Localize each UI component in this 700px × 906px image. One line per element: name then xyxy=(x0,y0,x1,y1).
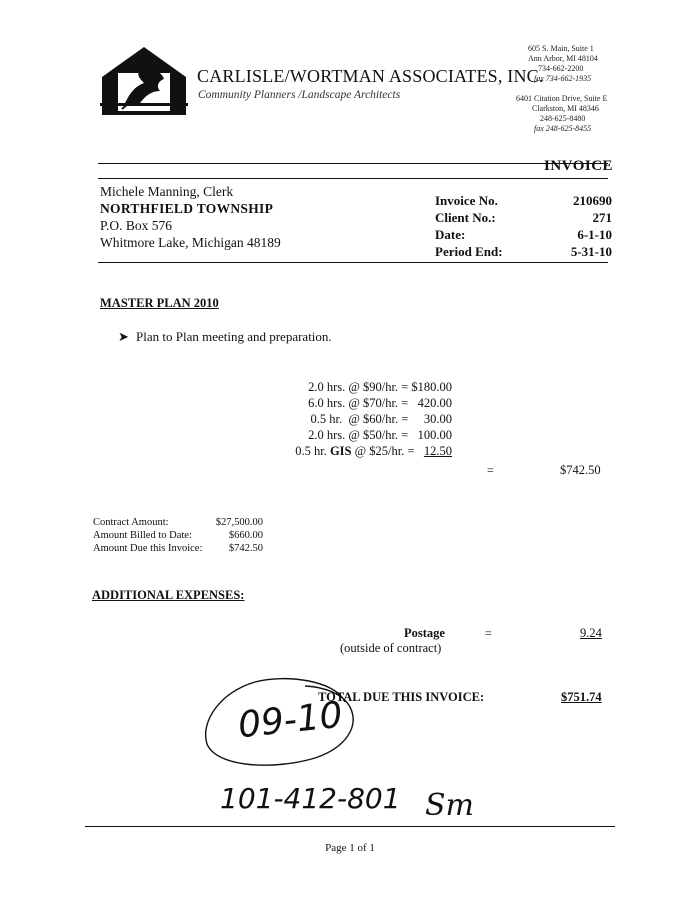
header-rule xyxy=(98,163,608,164)
calc-rate: @ $25/hr. = xyxy=(351,444,424,458)
invoice-number: 210690 xyxy=(573,193,612,208)
postage-label: Postage xyxy=(404,626,445,640)
total-due-label: TOTAL DUE THIS INVOICE: xyxy=(318,690,485,704)
office-address-ann-arbor xyxy=(528,44,598,84)
amount-due-label: Amount Due this Invoice: xyxy=(93,543,203,554)
address-line: 248-625-8480 xyxy=(540,114,586,123)
handwritten-account-number: 101-412-801 xyxy=(220,782,401,815)
address-line: fax 734-662-1935 xyxy=(534,74,592,83)
company-name: CARLISLE/WORTMAN ASSOCIATES, INC. xyxy=(197,66,544,86)
title-rule xyxy=(98,178,608,179)
calc-amount: 12.50 xyxy=(423,444,452,458)
hours-calculation xyxy=(262,379,452,459)
client-number-label: Client No.: xyxy=(435,210,496,225)
calc-line: 0.5 hr. @ $60/hr. = 30.00 xyxy=(310,412,452,426)
handwritten-initials: Sm xyxy=(425,788,474,823)
calc-line: 2.0 hrs. @ $90/hr. = $180.00 xyxy=(308,380,452,394)
date-label: Date: xyxy=(435,227,466,242)
gis-label: GIS xyxy=(329,444,352,458)
client-address-block xyxy=(100,183,281,251)
additional-expenses-title: ADDITIONAL EXPENSES: xyxy=(92,588,245,602)
amount-due: $742.50 xyxy=(228,543,263,554)
address-line: 734-662-2200 xyxy=(538,64,584,73)
arrow-bullet-icon: ➤ xyxy=(118,329,129,344)
address-line: 605 S. Main, Suite 1 xyxy=(528,44,594,53)
total-due-amount: $751.74 xyxy=(561,690,602,704)
client-organization: NORTHFIELD TOWNSHIP xyxy=(100,201,274,216)
line-item xyxy=(118,329,332,345)
project-subtotal: $742.50 xyxy=(560,463,601,477)
project-title: MASTER PLAN 2010 xyxy=(100,296,219,310)
period-end-label: Period End: xyxy=(435,244,503,259)
equals-sign: = xyxy=(487,463,494,477)
contract-amount: $27,500.00 xyxy=(215,517,263,528)
client-po-box: P.O. Box 576 xyxy=(100,218,173,233)
billed-to-date: $660.00 xyxy=(228,530,263,541)
calc-line: 6.0 hrs. @ $70/hr. = 420.00 xyxy=(308,396,452,410)
calc-line: 2.0 hrs. @ $50/hr. = 100.00 xyxy=(308,428,452,442)
billed-to-date-label: Amount Billed to Date: xyxy=(93,530,192,541)
contract-amount-label: Contract Amount: xyxy=(93,517,169,528)
document-title: INVOICE xyxy=(544,158,614,174)
invoice-meta-values xyxy=(540,192,612,260)
invoice-date: 6-1-10 xyxy=(577,227,612,242)
equals-sign: = xyxy=(485,626,492,640)
company-tagline: Community Planners /Landscape Architects xyxy=(198,89,401,101)
handwritten-code: 09-10 xyxy=(236,694,345,747)
client-city: Whitmore Lake, Michigan 48189 xyxy=(100,235,281,250)
footer-rule xyxy=(85,826,615,827)
address-line: 6401 Citation Drive, Suite E xyxy=(516,94,608,103)
company-logo xyxy=(100,43,188,117)
calc-line xyxy=(262,443,452,459)
client-contact: Michele Manning, Clerk xyxy=(100,184,234,199)
address-line: fax 248-625-8455 xyxy=(534,124,592,133)
client-number: 271 xyxy=(592,210,612,225)
address-line: Ann Arbor, MI 48104 xyxy=(528,54,598,63)
invoice-meta-labels xyxy=(435,192,503,260)
client-rule xyxy=(98,262,608,263)
calc-hours: 0.5 hr. xyxy=(295,444,330,458)
office-address-clarkston xyxy=(516,94,607,134)
line-item-description: Plan to Plan meeting and preparation. xyxy=(136,329,332,344)
postage-amount: 9.24 xyxy=(580,626,602,640)
period-end: 5-31-10 xyxy=(570,244,612,259)
address-line: Clarkston, MI 48346 xyxy=(532,104,599,113)
page-number: Page 1 of 1 xyxy=(325,842,375,854)
contract-summary xyxy=(93,516,263,555)
invoice-number-label: Invoice No. xyxy=(435,193,498,208)
postage-note: (outside of contract) xyxy=(340,641,442,655)
